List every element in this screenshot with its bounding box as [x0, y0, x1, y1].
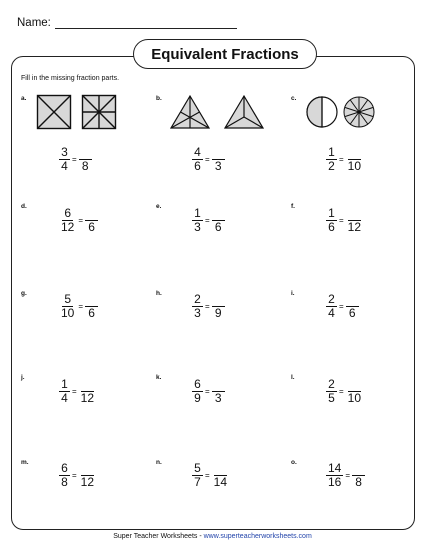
missing-fraction: [346, 379, 363, 405]
name-field-row: [17, 17, 237, 29]
problem-label: a.: [21, 95, 27, 102]
equation: [192, 293, 225, 320]
equals-sign: =: [72, 471, 77, 480]
instructions: Fill in the missing fraction parts.: [21, 75, 120, 82]
missing-fraction: [79, 379, 96, 405]
given-fraction: [192, 146, 203, 173]
answer-blank[interactable]: [348, 379, 361, 392]
problem-label: h.: [156, 290, 162, 297]
answer-blank[interactable]: [85, 208, 98, 221]
equation: [192, 462, 229, 489]
problem-label: g.: [21, 290, 27, 297]
equation: [326, 293, 359, 320]
footer-link[interactable]: www.superteacherworksheets.com: [203, 533, 312, 540]
equation: [326, 462, 365, 489]
missing-fraction: [79, 463, 96, 489]
given-fraction: [59, 293, 76, 320]
numerator: 3: [59, 146, 70, 160]
equals-sign: =: [78, 302, 84, 311]
denominator: 5: [328, 391, 335, 405]
equation: [59, 207, 98, 234]
missing-fraction: [85, 208, 98, 234]
numerator: 1: [192, 207, 203, 221]
denominator: 2: [328, 159, 335, 173]
answer-blank[interactable]: [214, 463, 227, 476]
equation: [326, 378, 363, 405]
numerator: 1: [326, 146, 337, 160]
equation: [326, 207, 363, 234]
missing-fraction: [212, 294, 225, 320]
numerator: 2: [326, 293, 337, 307]
numerator: 4: [192, 146, 203, 160]
numerator: 1: [326, 207, 337, 221]
given-fraction: [326, 462, 343, 489]
triangle-sixths: [171, 96, 209, 128]
numerator: 1: [59, 378, 70, 392]
denominator: 10: [61, 306, 75, 320]
equation: [59, 462, 96, 489]
given-fraction: [192, 378, 203, 405]
equals-sign: =: [78, 216, 84, 225]
equals-sign: =: [205, 387, 210, 396]
equals-sign: =: [339, 302, 344, 311]
answer-blank[interactable]: [85, 294, 98, 307]
answer-blank[interactable]: [212, 147, 225, 160]
denominator: 7: [194, 475, 201, 489]
given-fraction: [192, 207, 203, 234]
answer-blank[interactable]: [352, 463, 365, 476]
equals-sign: =: [339, 155, 344, 164]
problem-label: n.: [156, 459, 162, 466]
figure-c-circles: [306, 94, 376, 130]
missing-fraction: [212, 208, 225, 234]
equals-sign: =: [339, 387, 344, 396]
denominator: 3: [214, 158, 222, 173]
numerator: 14: [328, 461, 342, 475]
name-line[interactable]: [55, 18, 237, 29]
denominator: 10: [347, 158, 362, 173]
answer-blank[interactable]: [348, 208, 361, 221]
numerator: 2: [326, 378, 337, 392]
given-fraction: [326, 293, 337, 320]
missing-fraction: [212, 463, 229, 489]
denominator: 6: [328, 220, 335, 234]
denominator: 12: [80, 474, 95, 489]
problem-label: o.: [291, 459, 297, 466]
denominator: 14: [213, 474, 228, 489]
missing-fraction: [352, 463, 365, 489]
answer-blank[interactable]: [212, 294, 225, 307]
given-fraction: [192, 462, 203, 489]
answer-blank[interactable]: [81, 463, 94, 476]
equation: [326, 146, 363, 173]
problem-label: j.: [21, 374, 25, 381]
equation: [192, 207, 225, 234]
numerator: 5: [62, 293, 73, 307]
numerator: 6: [62, 207, 73, 221]
given-fraction: [59, 462, 70, 489]
given-fraction: [326, 207, 337, 234]
given-fraction: [59, 146, 70, 173]
answer-blank[interactable]: [346, 294, 359, 307]
equation: [59, 146, 92, 173]
figure-b-triangles: [170, 94, 266, 130]
missing-fraction: [212, 147, 225, 173]
problem-label: c.: [291, 95, 297, 102]
denominator: 6: [194, 159, 201, 173]
denominator: 4: [61, 159, 68, 173]
answer-blank[interactable]: [212, 208, 225, 221]
problem-label: d.: [21, 203, 27, 210]
missing-fraction: [212, 379, 225, 405]
missing-fraction: [346, 147, 363, 173]
footer-text: Super Teacher Worksheets -: [113, 533, 204, 540]
equals-sign: =: [72, 387, 77, 396]
answer-blank[interactable]: [79, 147, 92, 160]
denominator: 3: [194, 220, 201, 234]
problem-label: l.: [291, 374, 295, 381]
problem-label: k.: [156, 374, 162, 381]
numerator: 6: [59, 462, 70, 476]
problem-label: b.: [156, 95, 162, 102]
square-quarters: [38, 96, 71, 129]
denominator: 12: [80, 390, 95, 405]
denominator: 3: [214, 390, 222, 405]
denominator: 9: [214, 305, 222, 320]
denominator: 3: [194, 306, 201, 320]
given-fraction: [326, 146, 337, 173]
given-fraction: [326, 378, 337, 405]
numerator: 6: [192, 378, 203, 392]
answer-blank[interactable]: [348, 147, 361, 160]
denominator: 8: [81, 158, 89, 173]
equals-sign: =: [339, 216, 344, 225]
missing-fraction: [79, 147, 92, 173]
answer-blank[interactable]: [212, 379, 225, 392]
denominator: 9: [194, 391, 201, 405]
problem-label: e.: [156, 203, 162, 210]
denominator: 4: [61, 391, 68, 405]
denominator: 6: [348, 305, 356, 320]
missing-fraction: [346, 208, 363, 234]
equals-sign: =: [205, 216, 210, 225]
given-fraction: [59, 378, 70, 405]
denominator: 8: [355, 474, 362, 489]
worksheet-title: Equivalent Fractions: [133, 39, 317, 69]
denominator: 12: [61, 220, 75, 234]
equation: [192, 146, 225, 173]
missing-fraction: [346, 294, 359, 320]
numerator: 2: [192, 293, 203, 307]
denominator: 4: [328, 306, 335, 320]
problem-label: m.: [21, 459, 29, 466]
denominator: 6: [88, 219, 95, 234]
square-eighths: [83, 96, 116, 129]
equation: [59, 378, 96, 405]
triangle-thirds: [225, 96, 263, 128]
denominator: 10: [347, 390, 362, 405]
missing-fraction: [85, 294, 98, 320]
circle-halves: [307, 97, 337, 127]
equals-sign: =: [205, 471, 210, 480]
equals-sign: =: [205, 155, 210, 164]
problem-label: f.: [291, 203, 295, 210]
equals-sign: =: [72, 155, 77, 164]
figure-a-squares: [36, 94, 118, 130]
equals-sign: =: [345, 471, 351, 480]
given-fraction: [192, 293, 203, 320]
footer: [0, 533, 425, 540]
denominator: 8: [61, 475, 68, 489]
answer-blank[interactable]: [81, 379, 94, 392]
denominator: 12: [347, 219, 362, 234]
given-fraction: [59, 207, 76, 234]
equation: [59, 293, 98, 320]
name-label: Name:: [17, 17, 51, 29]
denominator: 16: [328, 475, 342, 489]
numerator: 5: [192, 462, 203, 476]
equals-sign: =: [205, 302, 210, 311]
problem-label: i.: [291, 290, 295, 297]
denominator: 6: [88, 305, 95, 320]
denominator: 6: [214, 219, 222, 234]
circle-tenths: [344, 97, 374, 127]
equation: [192, 378, 225, 405]
